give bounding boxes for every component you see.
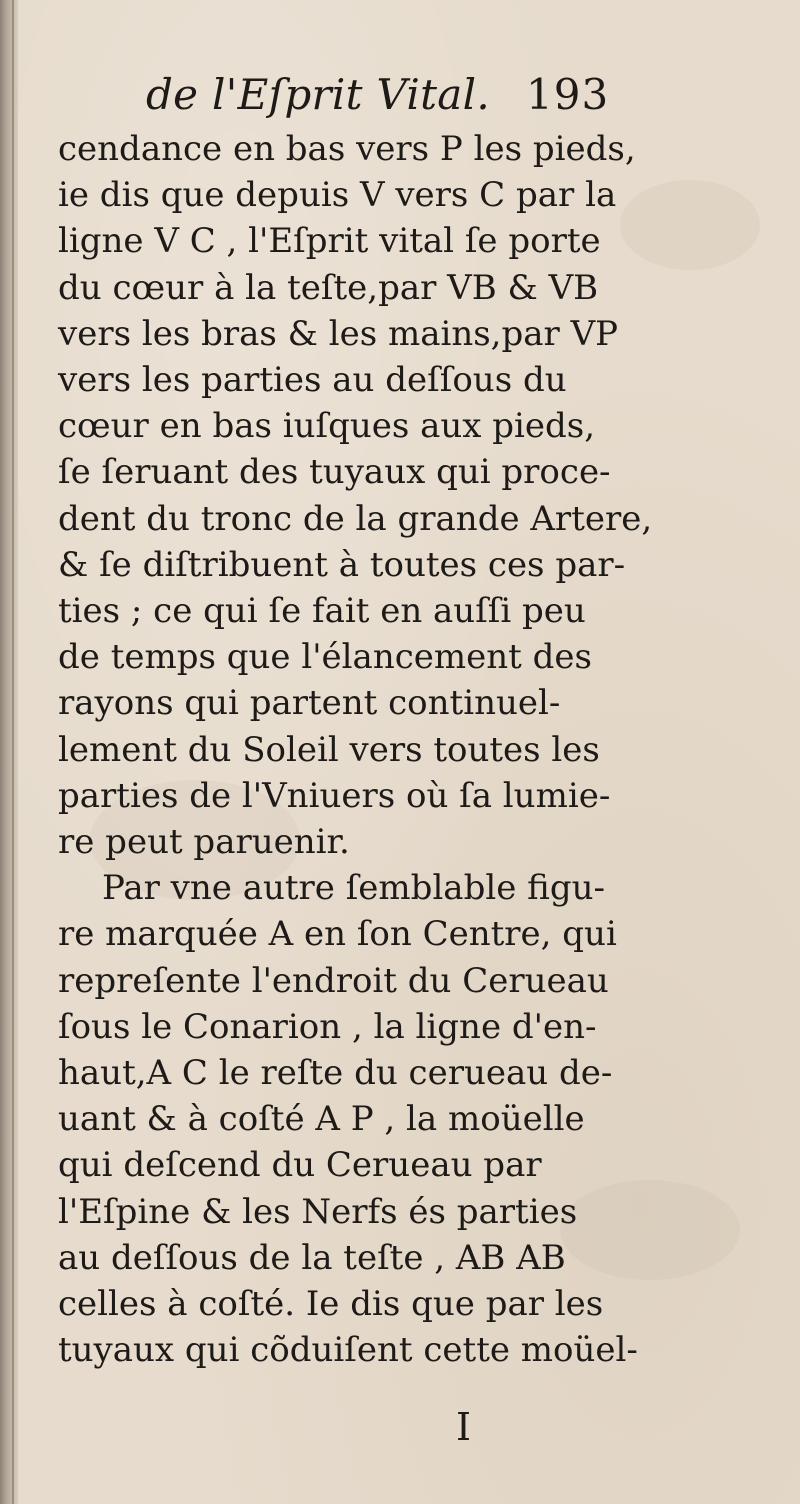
gutter-line [12, 0, 14, 1504]
running-head: de l'Eſprit Vital. [146, 70, 491, 119]
page-number: 193 [526, 70, 610, 119]
page-header [0, 72, 800, 130]
text-line: rayons qui partent continuel- [58, 683, 561, 724]
text-line: ie dis que depuis V vers C par la [58, 175, 617, 216]
text-line: uant & à coſté A P , la moüelle [58, 1099, 585, 1140]
text-line: tuyaux qui cõduiſent cette moüel- [58, 1330, 638, 1371]
text-line: qui deſcend du Cerueau par [58, 1145, 542, 1186]
text-line: re peut paruenir. [58, 822, 350, 863]
text-line: & ſe diſtribuent à toutes ces par- [58, 544, 626, 585]
book-gutter [0, 0, 18, 1504]
text-line: celles à coſté. Ie dis que par les [58, 1284, 604, 1325]
text-line: parties de l'Vniuers où ſa lumie- [58, 775, 611, 816]
body-text [58, 126, 653, 1373]
text-line: ties ; ce qui ſe fait en auſſi peu [58, 591, 586, 632]
text-line: Par vne autre ſemblable figu- [102, 868, 605, 909]
text-line: re marquée A en ſon Centre, qui [58, 914, 617, 955]
text-line: du cœur à la teſte,par VB & VB [58, 267, 599, 308]
text-line: dent du tronc de la grande Artere, [58, 498, 653, 539]
text-line: de temps que l'élancement des [58, 637, 592, 678]
text-line: cœur en bas iuſques aux pieds, [58, 406, 596, 447]
text-line: cendance en bas vers P les pieds, [58, 129, 636, 169]
text-line: lement du Soleil vers toutes les [58, 729, 600, 770]
text-line: ſous le Conarion , la ligne d'en- [58, 1006, 597, 1047]
text-line: ſe ſeruant des tuyaux qui proce- [58, 452, 611, 493]
text-line: vers les bras & les mains,par VP [58, 313, 619, 354]
paper-stain [620, 180, 760, 270]
text-line: vers les parties au deſſous du [58, 360, 567, 401]
text-line: au deſſous de la teſte , AB AB [58, 1237, 566, 1278]
text-line: haut,A C le reſte du cerueau de- [58, 1053, 613, 1094]
text-line: ligne V C , l'Eſprit vital ſe porte [58, 221, 601, 262]
text-line: repreſente l'endroit du Cerueau [58, 960, 609, 1001]
signature-mark: I [456, 1405, 472, 1449]
text-line: l'Eſpine & les Nerfs és parties [58, 1191, 578, 1232]
